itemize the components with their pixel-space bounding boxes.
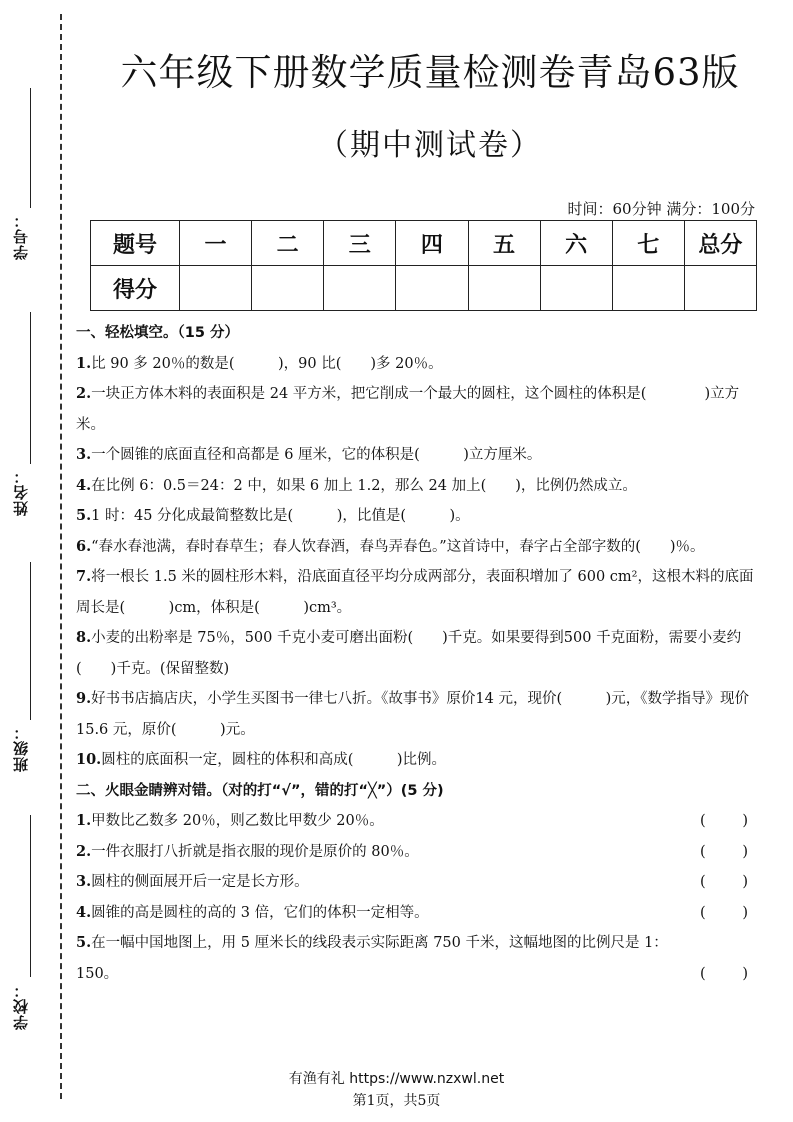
question-text: 在比例 6：0.5＝24：2 中，如果 6 加上 1.2，那么 24 加上( )，比例仍然成立。 — [91, 477, 637, 494]
question-number: 5. — [76, 507, 92, 524]
score-input-cell[interactable] — [684, 266, 756, 311]
student-id-label: 学号： — [12, 212, 30, 260]
question-text: 将一根长 1.5 米的圆柱形木料，沿底面直径平均分成两部分，表面积增加了 600 cm²，这根木料的底面周长是( )cm，体积是( )cm³。 — [76, 569, 754, 616]
score-table — [90, 220, 757, 311]
score-row-label: 得分 — [91, 266, 180, 311]
score-input-cell[interactable] — [468, 266, 540, 311]
paren-left: ( — [700, 965, 706, 982]
question-number: 4. — [76, 476, 92, 494]
binding-dashed-line — [60, 14, 62, 1099]
answer-parentheses[interactable] — [700, 959, 748, 990]
question-number: 2. — [76, 385, 92, 402]
school-label: 学校： — [12, 982, 30, 1030]
score-table-score-row — [91, 266, 757, 311]
question-number: 5. — [76, 934, 92, 951]
answer-parentheses[interactable] — [700, 898, 748, 929]
fill-question — [76, 684, 756, 745]
fill-question — [76, 440, 756, 471]
page-title: 六年级下册数学质量检测卷青岛63版 — [120, 51, 740, 94]
name-blank[interactable] — [30, 312, 31, 464]
page-subtitle: （期中测试卷） — [318, 128, 542, 163]
paren-left: ( — [700, 813, 706, 829]
paren-right: ) — [742, 843, 748, 860]
question-text: 圆柱的侧面展开后一定是长方形。 — [91, 874, 309, 890]
score-header-cell: 题号 — [91, 221, 180, 266]
score-header-cell: 六 — [540, 221, 612, 266]
question-text: 小麦的出粉率是 75％，500 千克小麦可磨出面粉( )千克。如果要得到500 千克面粉，需要小麦约( )千克。(保留整数) — [76, 630, 742, 677]
fill-question — [76, 532, 756, 563]
paren-right: ) — [742, 965, 748, 982]
score-input-cell[interactable] — [396, 266, 468, 311]
judge-question — [76, 806, 756, 837]
school-blank[interactable] — [30, 815, 31, 977]
section2-title: 二、火眼金睛辨对错。（对的打“√”，错的打“╳”）(5 分) — [76, 782, 444, 799]
question-text: 一件衣服打八折就是指衣服的现价是原价的 80％。 — [91, 843, 419, 860]
question-text: 1 时：45 分化成最简整数比是( )，比值是( )。 — [91, 508, 470, 524]
fill-question — [76, 745, 756, 776]
question-number: 8. — [76, 629, 92, 646]
exam-content — [76, 318, 756, 989]
fill-question — [76, 623, 756, 684]
class-blank[interactable] — [30, 562, 31, 720]
time-info: 时间：60分钟 满分：100分 — [567, 200, 755, 218]
score-header-cell: 五 — [468, 221, 540, 266]
question-text: 一个圆锥的底面直径和高都是 6 厘米，它的体积是( )立方厘米。 — [91, 447, 542, 463]
score-input-cell[interactable] — [540, 266, 612, 311]
question-text: 圆柱的底面积一定，圆柱的体积和高成( )比例。 — [101, 752, 447, 768]
paren-right: ) — [742, 874, 748, 890]
score-header-cell: 四 — [396, 221, 468, 266]
judge-question — [76, 867, 756, 898]
name-label: 姓名： — [12, 468, 30, 516]
score-header-cell: 二 — [252, 221, 324, 266]
page-number: 第1页，共5页 — [352, 1093, 441, 1109]
question-number: 1. — [76, 354, 92, 372]
section1-title: 一、轻松填空。（15 分） — [76, 325, 239, 341]
score-input-cell[interactable] — [612, 266, 684, 311]
judge-question — [76, 928, 756, 989]
question-text: 好书书店搞店庆，小学生买图书一律七八折。《故事书》原价14 元，现价( )元，《数学指导》现价 15.6 元，原价( )元。 — [76, 691, 750, 738]
score-header-cell: 七 — [612, 221, 684, 266]
answer-parentheses[interactable] — [700, 867, 748, 898]
question-text: 甲数比乙数多 20％，则乙数比甲数少 20％。 — [91, 813, 384, 829]
footer-site-text: 有渔有礼 https://www.nzxwl.net — [288, 1071, 505, 1087]
paren-right: ) — [742, 813, 748, 829]
fill-question — [76, 501, 756, 532]
question-number: 3. — [76, 873, 92, 890]
score-header-cell: 一 — [180, 221, 252, 266]
fill-question — [76, 349, 756, 380]
score-input-cell[interactable] — [252, 266, 324, 311]
fill-question — [76, 379, 756, 440]
question-number: 7. — [76, 568, 92, 585]
question-number: 10. — [76, 751, 102, 768]
paren-left: ( — [700, 874, 706, 890]
score-table-header-row — [91, 221, 757, 266]
answer-parentheses[interactable] — [700, 837, 748, 868]
score-header-cell: 三 — [324, 221, 396, 266]
question-number: 4. — [76, 903, 92, 921]
question-text: 一块正方体木料的表面积是 24 平方米，把它削成一个最大的圆柱，这个圆柱的体积是( )立方米。 — [76, 386, 740, 433]
student-id-blank[interactable] — [30, 88, 31, 208]
judge-question — [76, 837, 756, 868]
answer-parentheses[interactable] — [700, 806, 748, 837]
question-text: “春水春池满，春时春草生；春人饮春酒，春鸟弄春色。”这首诗中，春字占全部字数的( )％。 — [91, 538, 705, 555]
judge-question — [76, 898, 756, 929]
fill-question — [76, 471, 756, 502]
question-text: 比 90 多 20％的数是( )，90 比( )多 20％。 — [91, 355, 443, 372]
score-input-cell[interactable] — [324, 266, 396, 311]
question-number: 3. — [76, 446, 92, 463]
fill-question — [76, 562, 756, 623]
paren-left: ( — [700, 904, 706, 921]
score-header-cell: 总分 — [684, 221, 756, 266]
class-label: 班级： — [12, 724, 30, 772]
paren-right: ) — [742, 904, 748, 921]
question-number: 1. — [76, 812, 92, 829]
score-input-cell[interactable] — [180, 266, 252, 311]
question-text: 在一幅中国地图上，用 5 厘米长的线段表示实际距离 750 千米，这幅地图的比例尺是 1：150。 — [76, 935, 668, 982]
question-number: 6. — [76, 537, 92, 555]
question-text: 圆锥的高是圆柱的高的 3 倍，它们的体积一定相等。 — [91, 904, 429, 921]
paren-left: ( — [700, 843, 706, 860]
question-number: 2. — [76, 842, 92, 860]
question-number: 9. — [76, 690, 92, 707]
